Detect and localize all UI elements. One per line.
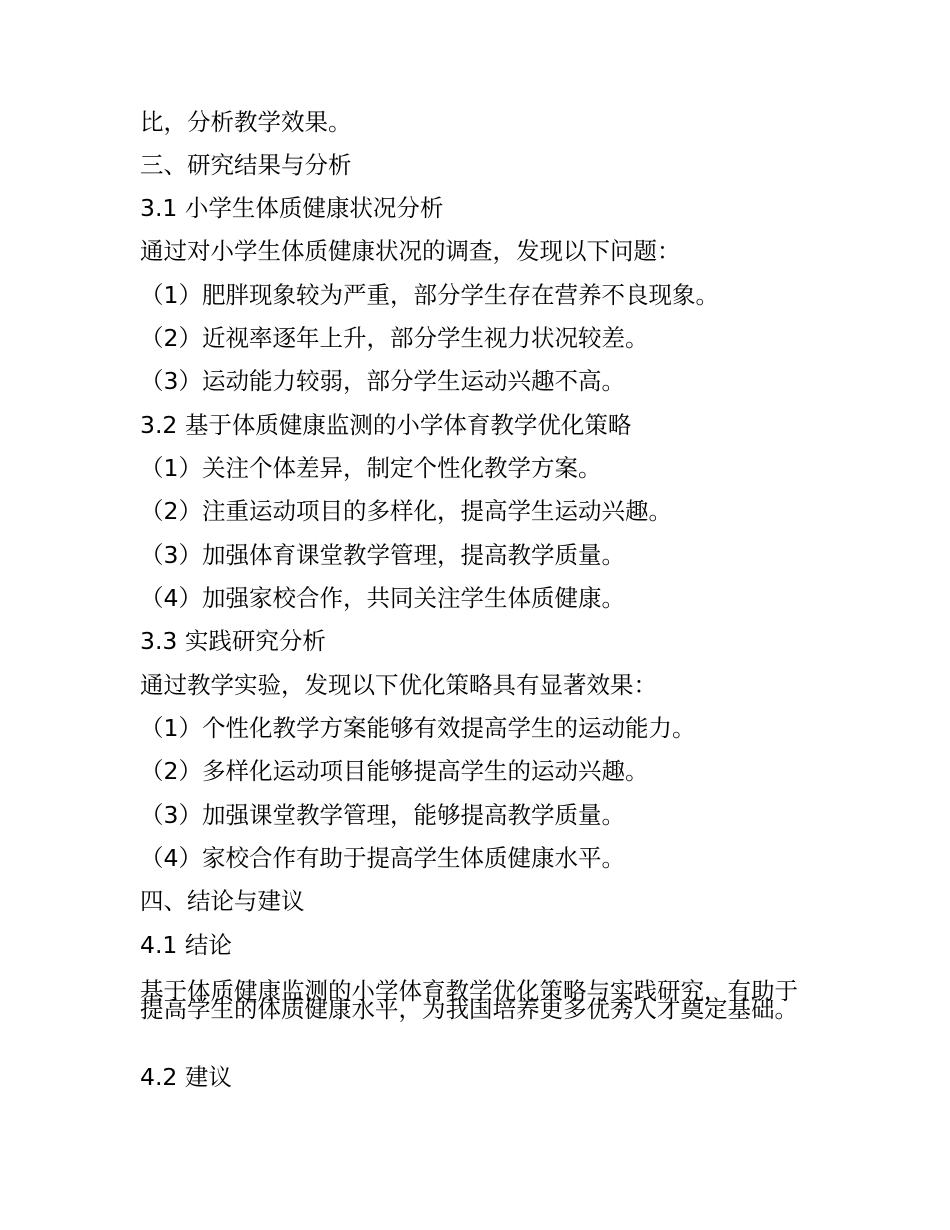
subsection-heading: 3.3 实践研究分析 (140, 627, 326, 655)
list-item: （2）近视率逐年上升，部分学生视力状况较差。 (140, 324, 649, 352)
list-item: （1）肥胖现象较为严重，部分学生存在营养不良现象。 (140, 281, 719, 309)
list-item: （1）个性化教学方案能够有效提高学生的运动能力。 (140, 714, 696, 742)
list-item: （4）家校合作有助于提高学生体质健康水平。 (140, 844, 625, 872)
list-item: （2）多样化运动项目能够提高学生的运动兴趣。 (140, 757, 649, 785)
list-item: （3）加强体育课堂教学管理，提高教学质量。 (140, 541, 625, 569)
section-heading: 三、研究结果与分析 (140, 151, 352, 179)
paragraph-line: 通过对小学生体质健康状况的调查，发现以下问题： (140, 237, 681, 265)
list-item: （2）注重运动项目的多样化，提高学生运动兴趣。 (140, 497, 672, 525)
conclusion-paragraph: 基于体质健康监测的小学体育教学优化策略与实践研究，有助于提高学生的体质健康水平，为我国培养更多优秀人才奠定基础。 (140, 977, 798, 1023)
paragraph-line: 比，分析教学效果。 (140, 108, 352, 136)
subsection-heading: 4.1 结论 (140, 931, 232, 959)
subsection-heading: 3.2 基于体质健康监测的小学体育教学优化策略 (140, 411, 632, 439)
subsection-heading: 3.1 小学生体质健康状况分析 (140, 194, 444, 222)
section-heading: 四、结论与建议 (140, 887, 305, 915)
paragraph-line: 通过教学实验，发现以下优化策略具有显著效果： (140, 671, 657, 699)
list-item: （1）关注个体差异，制定个性化教学方案。 (140, 454, 602, 482)
list-item: （3）加强课堂教学管理，能够提高教学质量。 (140, 801, 625, 829)
list-item: （3）运动能力较弱，部分学生运动兴趣不高。 (140, 367, 625, 395)
list-item: （4）加强家校合作，共同关注学生体质健康。 (140, 584, 625, 612)
subsection-heading: 4.2 建议 (140, 1063, 232, 1091)
